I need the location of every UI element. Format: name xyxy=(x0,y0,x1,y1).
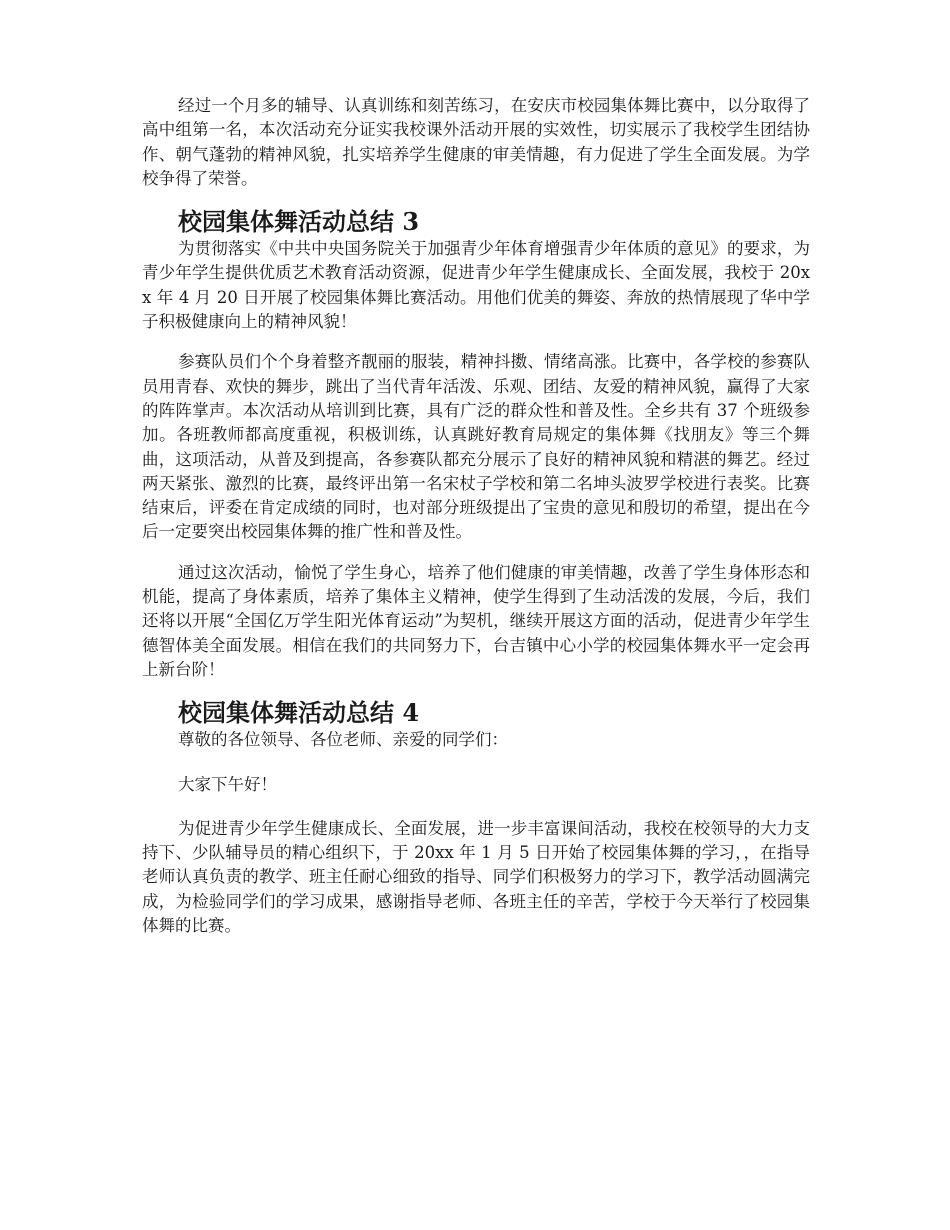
section-3-heading: 校园集体舞活动总结 3 xyxy=(178,207,420,237)
section-4-paragraph-1: 为促进青少年学生健康成长、全面发展，进一步丰富课间活动，我校在校领导的大力支持下、少队辅导员的精心组织下，于 20xx 年 1 月 5 日开始了校园集体舞的学习，，在指导老师认真负责的教学、班主任耐心细致的指导、同学们积极努力的学习下，教学活动圆满完成，为检验同学们的学习成果，感谢指导老师、各班主任的辛苦，学校于今天举行了校园集体舞的比赛。 xyxy=(142,818,810,936)
intro-paragraph: 经过一个月多的辅导、认真训练和刻苦练习，在安庆市校园集体舞比赛中，以分取得了高中组第一名，本次活动充分证实我校课外活动开展的实效性，切实展示了我校学生团结协作、朝气蓬勃的精神风貌，扎实培养学生健康的审美情趣，有力促进了学生全面发展。为学校争得了荣誉。 xyxy=(142,96,810,188)
section-4-greeting: 尊敬的各位领导、各位老师、亲爱的同学们： xyxy=(178,730,508,750)
section-4-heading: 校园集体舞活动总结 4 xyxy=(178,698,420,728)
section-3-paragraph-2: 参赛队员们个个身着整齐靓丽的服装，精神抖擞、情绪高涨。比赛中，各学校的参赛队员用青春、欢快的舞步，跳出了当代青年活泼、乐观、团结、友爱的精神风貌，赢得了大家的阵阵掌声。本次活动从培训到比赛，具有广泛的群众性和普及性。全乡共有 37 个班级参加。各班教师都高度重视，积极训练，认真跳好教育局规定的集体舞《找朋友》等三个舞曲，这项活动，从普及到提高，各参赛队都充分展示了良好的精神风貌和精湛的舞艺。经过两天紧张、激烈的比赛，最终评出第一名宋杖子学校和第二名坤头波罗学校进行表奖。比赛结束后，评委在肯定成绩的同时，也对部分班级提出了宝贵的意见和殷切的希望，提出在今后一定要突出校园集体舞的推广性和普及性。 xyxy=(142,352,810,542)
section-4-salutation: 大家下午好！ xyxy=(178,774,277,794)
section-3-paragraph-3: 通过这次活动，愉悦了学生身心，培养了他们健康的审美情趣，改善了学生身体形态和机能，提高了身体素质，培养了集体主义精神，使学生得到了生动活泼的发展，今后，我们还将以开展“全国亿万学生阳光体育运动”为契机，继续开展这方面的活动，促进青少年学生德智体美全面发展。相信在我们的共同努力下，台吉镇中心小学的校园集体舞水平一定会再上新台阶！ xyxy=(142,562,810,679)
document-body xyxy=(142,94,810,954)
section-3-paragraph-1: 为贯彻落实《中共中央国务院关于加强青少年体育增强青少年体质的意见》的要求，为青少年学生提供优质艺术教育活动资源，促进青少年学生健康成长、全面发展，我校于 20xx 年 4 月 20 日开展了校园集体舞比赛活动。用他们优美的舞姿、奔放的热情展现了华中学子积极健康向上的精神风貌！ xyxy=(142,239,810,332)
